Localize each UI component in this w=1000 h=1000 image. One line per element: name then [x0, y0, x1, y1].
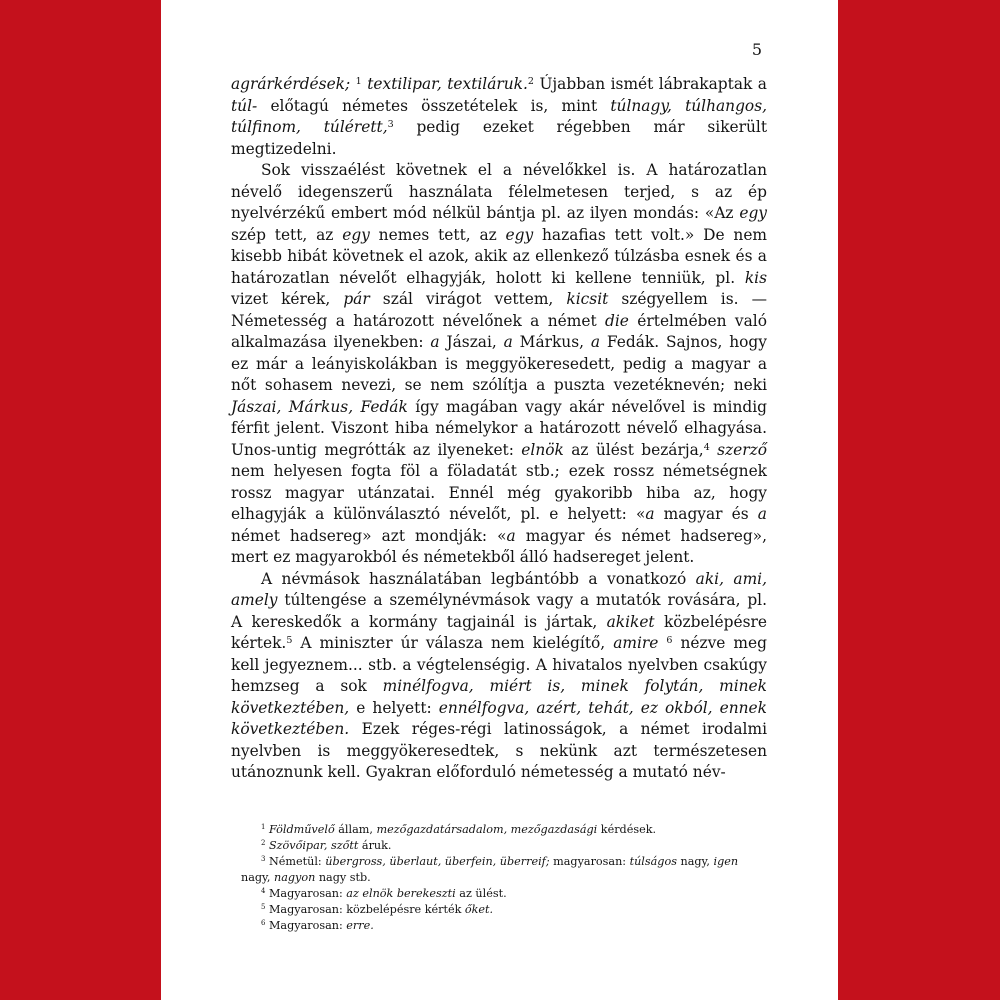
footnote-ref: 1	[261, 823, 266, 832]
footnote-ref: 6	[261, 919, 266, 928]
italic-text: a	[430, 333, 440, 351]
body-text	[231, 74, 767, 784]
text-run: hazafias tett volt.» De nem kisebb hibát követnek el azok, akik az ellenkező túlzásba esnek és a határozatlan névelőt elhagyják, holott ki kellene tenniük, pl.	[231, 225, 768, 287]
footnote-text: Németül:	[265, 855, 326, 868]
footnote	[261, 838, 767, 854]
footnote	[261, 902, 767, 918]
italic-text: amire	[613, 634, 659, 652]
footnotes	[241, 822, 767, 934]
text-run: értelmében való alkalmazása ilyenekben:	[231, 311, 767, 351]
italic-text: Jászai, Márkus, Fedák	[231, 397, 408, 416]
text-run: Ezek réges-régi latinosságok, a német irodalmi nyelvben is meggyökeresedtek, s nekünk azt természetesen utánoznunk kell. Gyakran előforduló németesség a mutató név-	[231, 720, 767, 781]
footnote	[261, 918, 767, 934]
footnote-text: Magyarosan:	[265, 887, 347, 900]
italic-text: túlságos	[629, 855, 677, 868]
footnote-ref: 2	[261, 839, 266, 848]
italic-text: a	[503, 333, 513, 351]
text-run: magyar és német hadsereg», mert ez magyarokból és németekből álló hadsereget jelent.	[231, 526, 767, 566]
italic-text: az elnök berekeszti	[346, 887, 456, 900]
italic-text: textilipar, textiláruk.	[367, 75, 528, 93]
text-run: közbelépésre kértek.	[231, 612, 767, 652]
text-run: Sok visszaélést követnek el a névelőkkel is. A határozatlan névelő idegenszerű használata félelmetesen terjed, s az ép nyelvérzékű embert mód nélkül bántja pl. az ilyen mondás: «Az	[231, 161, 767, 222]
text-run: pedig ezeket régebben már sikerült megtizedelni.	[231, 118, 767, 158]
page-number: 5	[751, 40, 762, 59]
italic-text: őket.	[464, 903, 494, 916]
italic-text: akiket	[606, 612, 655, 631]
italic-text: a	[757, 505, 767, 523]
italic-text: mezőgazdatársadalom, mezőgazdasági	[376, 823, 598, 836]
text-run: Jászai,	[439, 333, 504, 351]
paragraph	[231, 569, 767, 784]
italic-text: túlnagy, túlhangos, túlfinom, túlérett,	[231, 96, 767, 136]
footnote-text: az ülést.	[455, 887, 507, 900]
text-run: Újabban ismét lábrakaptak a	[533, 75, 767, 93]
paragraph	[231, 74, 767, 160]
footnote-ref: 2	[527, 75, 534, 87]
text-run: Márkus,	[512, 333, 591, 351]
italic-text: a	[590, 333, 601, 351]
text-run: szép tett, az	[231, 225, 343, 244]
italic-text: szerző	[717, 440, 767, 459]
italic-text: erre.	[346, 919, 374, 932]
footnote-ref: 5	[286, 634, 293, 646]
footnote-text: nagy,	[241, 871, 274, 884]
italic-text: túl-	[231, 96, 258, 115]
italic-text: aki, ami, amely	[231, 569, 767, 609]
text-run: túltengése a személynévmások vagy a mutatók rovására, pl. A kereskedők a kormány tagjainál is jártak,	[231, 591, 767, 631]
footnote-ref: 6	[666, 634, 673, 646]
text-run: magyar és	[654, 505, 758, 523]
footnote-text: áruk.	[358, 839, 392, 852]
footnote-text: magyarosan:	[549, 855, 630, 868]
text-run: e helyett:	[349, 698, 439, 717]
text-run: nemes tett, az	[369, 225, 506, 244]
text-run: előtagú németes összetételek is, mint	[257, 96, 611, 115]
italic-text: ennélfogva, azért, tehát, ez okból, ennek következtében.	[231, 698, 767, 738]
text-run: nézve meg kell jegyeznem... stb. a végtelenségig. A hivatalos nyelvben csakúgy hemzseg a sok	[231, 634, 767, 695]
footnote	[241, 854, 767, 886]
footnote-text: nagy,	[676, 855, 714, 868]
italic-text: egy	[739, 204, 767, 222]
italic-text: Földművelő	[268, 823, 335, 836]
footnote-ref: 1	[355, 75, 362, 87]
text-run: Fedák. Sajnos, hogy ez már a leányiskolákban is meggyökeresedett, pedig a magyar a nőt sohasem nevezi, se nem szólítja a puszta vezetéknevén; neki	[231, 333, 767, 394]
italic-text: nagyon	[273, 871, 316, 884]
text-run: A névmások használatában legbántóbb a vonatkozó	[261, 569, 696, 588]
paragraph	[231, 160, 767, 569]
italic-text: die	[605, 311, 629, 330]
italic-text: egy	[505, 225, 534, 244]
italic-text: Szövőipar, szőtt	[268, 839, 359, 852]
footnote-text: kérdések.	[597, 823, 657, 836]
footnote-text: állam,	[334, 823, 377, 836]
text-run: nem helyesen fogta föl a föladatát stb.; ezek rossz németségnek rossz magyar utánzatai. Ennél még gyakoribb hiba az, hogy elhagyják a különválasztó névelőt, pl. e helyett: «	[231, 462, 767, 523]
footnote-ref: 5	[261, 903, 266, 912]
text-run: szál virágot vettem,	[369, 290, 567, 308]
italic-text: übergross, überlaut, überfein, überreif;	[325, 855, 550, 868]
footnote	[261, 886, 767, 902]
text-run: így magában vagy akár névelővel is mindig férfit jelent. Viszont hiba némelykor a határozott névelő elhagyása. Unos-untig megrótták az ilyeneket:	[231, 397, 767, 459]
italic-text: elnök	[521, 440, 564, 459]
footnote-text: nagy stb.	[315, 871, 371, 884]
italic-text: a	[506, 526, 516, 545]
text-run: az ülést bezárja,	[563, 440, 704, 459]
italic-text: a	[645, 505, 655, 523]
footnote-ref: 4	[703, 441, 710, 453]
italic-text: pár	[343, 290, 370, 308]
italic-text: minélfogva, miért is, minek folytán, minek következtében,	[231, 677, 767, 717]
book-page	[161, 0, 838, 1000]
footnote-text: Magyarosan: közbelépésre kérték	[265, 903, 465, 916]
footnote-ref: 4	[261, 887, 266, 896]
italic-text: kicsit	[566, 290, 609, 308]
footnote-ref: 3	[387, 118, 394, 130]
footnote-ref: 3	[261, 855, 266, 864]
italic-text: kis	[744, 268, 767, 287]
text-run: német hadsereg» azt mondják: «	[231, 526, 507, 545]
text-run: szégyellem is. — Németesség a határozott névelőnek a német	[231, 290, 767, 330]
footnote-text: Magyarosan:	[265, 919, 347, 932]
text-run: A miniszter úr válasza nem kielégítő,	[292, 634, 614, 652]
italic-text: agrárkérdések;	[231, 75, 351, 93]
italic-text: egy	[342, 225, 370, 244]
text-run: vizet kérek,	[231, 290, 344, 308]
footnote	[261, 822, 767, 838]
italic-text: igen	[713, 855, 739, 868]
